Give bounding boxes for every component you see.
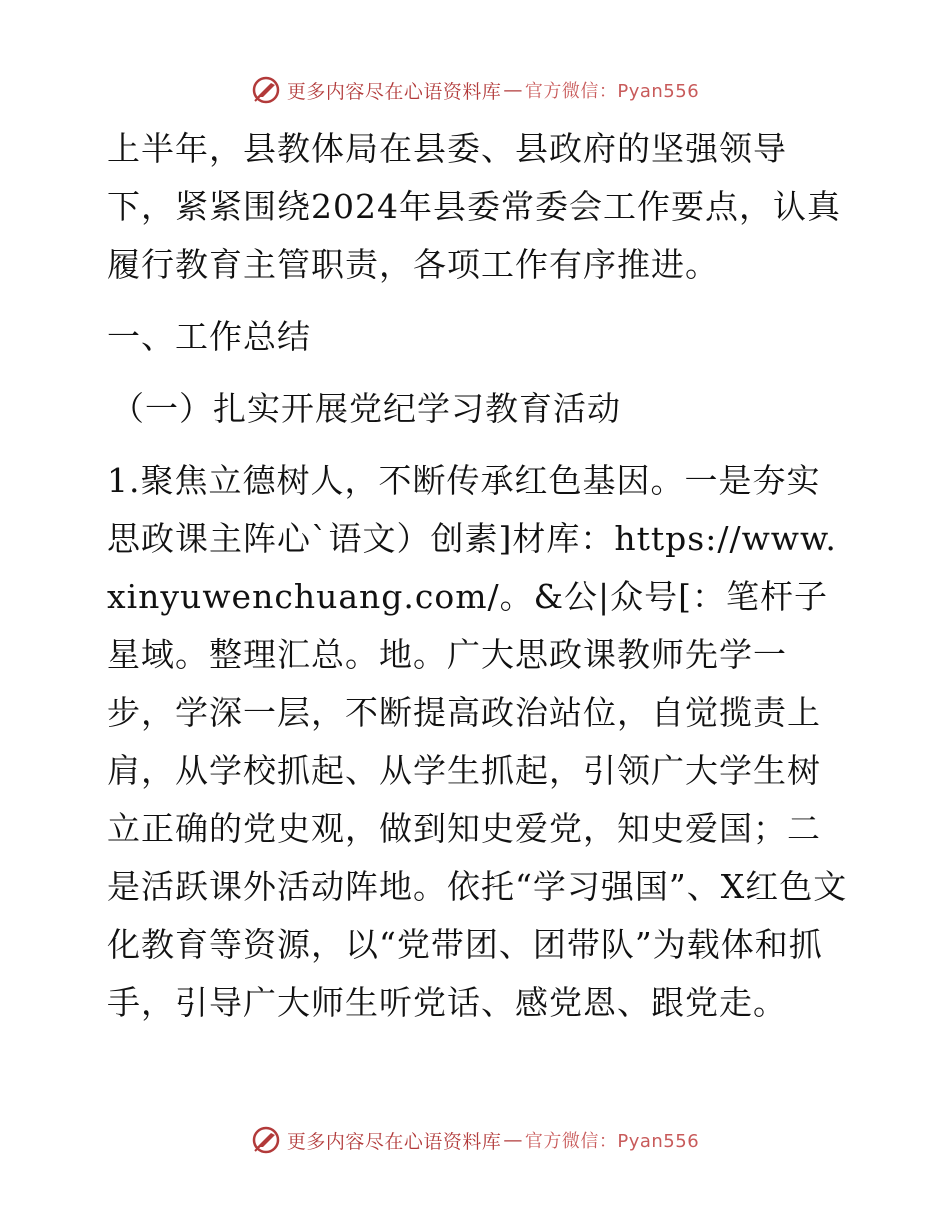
quill-pen-logo-icon	[251, 75, 281, 105]
watermark-contact: 官方微信：Pyan556	[524, 1131, 700, 1152]
watermark-text: 更多内容尽在心语资料库	[286, 1130, 502, 1153]
body-paragraph: 1.聚焦立德树人，不断传承红色基因。一是夯实思政课主阵心`语文）创素]材库：https://www.xinyuwenchuang.com/。&公|众号[：笔杆子星域。整理汇总。地。广大思政课教师先学一步，学深一层，不断提高政治站位，自觉揽责上肩，从学校抓起、从学生抓起，引领广大学生树立正确的党史观，做到知史爱党，知史爱国；二是活跃课外活动阵地。依托“学习强国”、X红色文化教育等资源，以“党带团、团带队”为载体和抓手，引导广大师生听党话、感党恩、跟党走。	[107, 461, 848, 1022]
section-heading: 一、工作总结	[107, 317, 311, 356]
footer-watermark	[0, 1120, 950, 1160]
intro-paragraph: 上半年，县教体局在县委、县政府的坚强领导下，紧紧围绕2024年县委常委会工作要点，认真履行教育主管职责，各项工作有序推进。	[107, 129, 841, 284]
document-body	[97, 120, 853, 1032]
watermark-text: 更多内容尽在心语资料库	[286, 80, 502, 103]
watermark-separator: —	[503, 1129, 523, 1151]
quill-pen-logo-icon	[251, 1125, 281, 1155]
header-watermark	[0, 70, 950, 110]
watermark-separator: —	[503, 79, 523, 101]
subsection-heading: （一）扎实开展党纪学习教育活动	[111, 389, 621, 428]
watermark-contact: 官方微信：Pyan556	[524, 81, 700, 102]
